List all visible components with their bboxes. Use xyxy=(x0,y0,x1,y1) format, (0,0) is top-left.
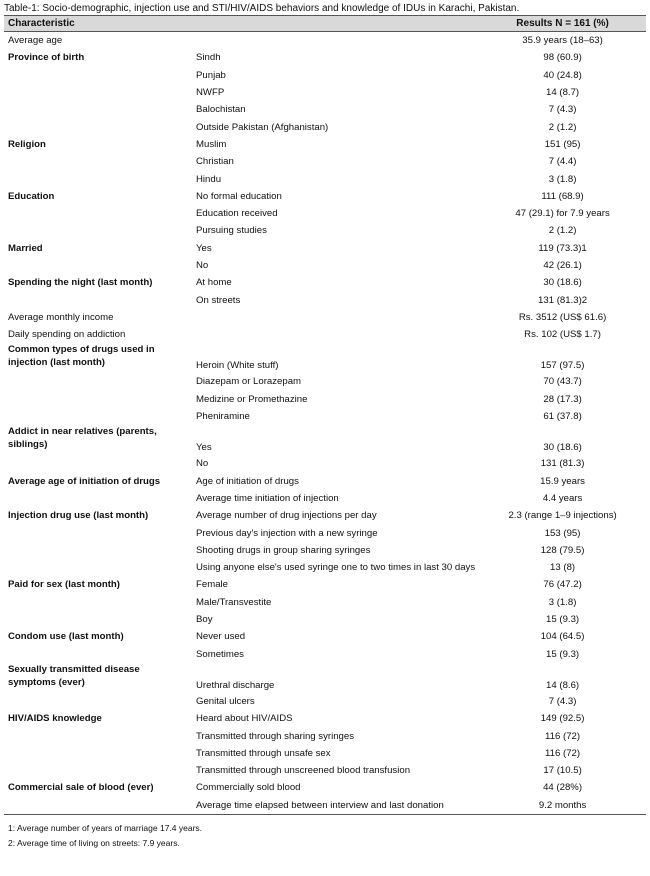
table-row xyxy=(4,67,646,84)
category-cell: Education received xyxy=(196,208,278,220)
category-cell: Christian xyxy=(196,156,234,168)
category-cell: Genital ulcers xyxy=(196,695,255,707)
result-cell: 3 (1.8) xyxy=(548,173,577,185)
characteristic-cell: Sexually transmitted disease symptoms (ever) xyxy=(8,663,140,688)
characteristic-cell xyxy=(4,153,192,170)
category-cell: Female xyxy=(196,579,228,591)
category-cell: Medizine or Promethazine xyxy=(196,393,308,405)
table-row xyxy=(4,118,646,135)
result-cell: 70 (43.7) xyxy=(543,376,582,388)
footnotes xyxy=(4,815,646,851)
result-cell: 4.4 years xyxy=(542,492,583,504)
table-row xyxy=(4,425,646,455)
result-cell: 13 (8) xyxy=(550,562,576,574)
category-cell: Diazepam or Lorazepam xyxy=(196,376,302,388)
characteristic-cell xyxy=(4,745,192,762)
table-row xyxy=(4,473,646,490)
characteristic-cell xyxy=(4,101,192,118)
result-cell: 111 (68.9) xyxy=(541,190,584,202)
result-cell: Rs. 102 (US$ 1.7) xyxy=(524,329,601,341)
category-cell xyxy=(192,32,479,50)
characteristic-cell xyxy=(4,291,192,308)
category-cell: Urethral discharge xyxy=(196,679,275,691)
result-cell: 30 (18.6) xyxy=(543,277,582,289)
table-row xyxy=(4,205,646,222)
characteristic-cell: Injection drug use (last month) xyxy=(8,510,149,522)
result-cell: 3 (1.8) xyxy=(548,596,577,608)
table-caption: Table-1: Socio-demographic, injection use and STI/HIV/AIDS behaviors and knowledge of IDUs in Karachi, Pakistan. xyxy=(4,3,520,14)
characteristic-cell: Paid for sex (last month) xyxy=(8,579,120,591)
result-cell: 35.9 years (18–63) xyxy=(522,35,603,47)
table-row xyxy=(4,309,646,326)
table-row xyxy=(4,408,646,425)
table-row xyxy=(4,542,646,559)
table-row xyxy=(4,745,646,762)
characteristic-cell xyxy=(4,762,192,779)
category-cell: Balochistan xyxy=(196,104,246,116)
characteristic-cell xyxy=(4,797,192,815)
characteristic-cell xyxy=(4,542,192,559)
characteristic-cell xyxy=(4,67,192,84)
characteristic-cell: Daily spending on addiction xyxy=(8,329,126,341)
result-cell: 15 (9.3) xyxy=(546,614,580,626)
result-cell: 30 (18.6) xyxy=(543,442,582,454)
characteristic-cell: Condom use (last month) xyxy=(8,631,124,643)
data-table xyxy=(4,15,646,815)
category-cell: Commercially sold blood xyxy=(196,782,301,794)
category-cell: Yes xyxy=(196,242,212,254)
table-row xyxy=(4,240,646,257)
characteristic-cell: Average monthly income xyxy=(8,311,114,323)
characteristic-cell xyxy=(4,524,192,541)
table-row xyxy=(4,32,646,50)
table-body xyxy=(4,32,646,815)
characteristic-cell xyxy=(4,455,192,472)
table-row xyxy=(4,170,646,187)
category-cell: Previous day's injection with a new syringe xyxy=(196,527,378,539)
result-cell: 14 (8.7) xyxy=(546,87,580,99)
result-cell: 15.9 years xyxy=(540,475,585,487)
category-cell: Heroin (White stuff) xyxy=(196,360,279,372)
header-results: Results N = 161 (%) xyxy=(479,16,646,32)
table-row xyxy=(4,727,646,744)
table-row xyxy=(4,274,646,291)
category-cell: Yes xyxy=(196,442,212,454)
table-row xyxy=(4,663,646,693)
characteristic-cell: Spending the night (last month) xyxy=(8,277,153,289)
characteristic-cell xyxy=(4,611,192,628)
table-row xyxy=(4,797,646,815)
category-cell: NWFP xyxy=(196,87,225,99)
category-cell: Average time initiation of injection xyxy=(196,492,339,504)
category-cell: Transmitted through sharing syringes xyxy=(196,730,355,742)
characteristic-cell: Common types of drugs used in injection (last month) xyxy=(8,344,155,369)
characteristic-cell: Religion xyxy=(8,138,46,150)
result-cell: 2 (1.2) xyxy=(548,225,577,237)
result-cell: 7 (4.4) xyxy=(548,156,577,168)
table-row xyxy=(4,291,646,308)
category-cell: No formal education xyxy=(196,190,282,202)
result-cell: 131 (81.3) xyxy=(540,458,585,470)
characteristic-cell xyxy=(4,727,192,744)
result-cell: 2 (1.2) xyxy=(548,121,577,133)
category-cell: Pheniramine xyxy=(196,411,250,423)
table-row xyxy=(4,84,646,101)
result-cell: 9.2 months xyxy=(479,797,646,815)
table-row xyxy=(4,693,646,710)
category-cell: No xyxy=(196,458,209,470)
category-cell: Transmitted through unsafe sex xyxy=(196,747,331,759)
characteristic-cell: Average age of initiation of drugs xyxy=(8,475,161,487)
characteristic-cell xyxy=(4,559,192,576)
category-cell: Hindu xyxy=(196,173,222,185)
characteristic-cell: Average age xyxy=(8,35,63,47)
table-row xyxy=(4,559,646,576)
result-cell: 149 (92.5) xyxy=(540,713,585,725)
result-cell: 7 (4.3) xyxy=(548,104,577,116)
category-cell: Using anyone else's used syringe one to two times in last 30 days xyxy=(196,562,476,574)
result-cell: 157 (97.5) xyxy=(540,360,585,372)
table-row xyxy=(4,343,646,373)
footnote: 2: Average time of living on streets: 7.9 years. xyxy=(8,837,180,848)
result-cell: Rs. 3512 (US$ 61.6) xyxy=(518,311,607,323)
result-cell: 47 (29.1) for 7.9 years xyxy=(515,208,610,220)
table-row xyxy=(4,524,646,541)
category-cell: Pursuing studies xyxy=(196,225,267,237)
table-row xyxy=(4,391,646,408)
category-cell: Sindh xyxy=(196,52,221,64)
characteristic-cell xyxy=(4,118,192,135)
table-row xyxy=(4,222,646,239)
category-cell: No xyxy=(196,260,209,271)
table-row xyxy=(4,762,646,779)
footnote: 1: Average number of years of marriage 17.4 years. xyxy=(8,822,203,833)
characteristic-cell xyxy=(4,170,192,187)
category-cell: Shooting drugs in group sharing syringes xyxy=(196,544,371,556)
category-cell: Punjab xyxy=(196,69,226,81)
result-cell: 128 (79.5) xyxy=(540,544,585,556)
table-row xyxy=(4,136,646,153)
characteristic-cell: HIV/AIDS knowledge xyxy=(8,713,102,725)
category-cell xyxy=(192,309,479,326)
table-row xyxy=(4,49,646,66)
category-cell xyxy=(192,326,479,343)
category-cell: Age of initiation of drugs xyxy=(196,475,299,487)
category-cell: Average number of drug injections per day xyxy=(196,510,377,522)
category-cell: Never used xyxy=(196,631,246,643)
header-characteristic: Characteristic xyxy=(4,16,479,32)
category-cell: Average time elapsed between interview and last donation xyxy=(192,797,479,815)
result-cell: 76 (47.2) xyxy=(543,579,582,591)
characteristic-cell: Province of birth xyxy=(8,52,85,64)
characteristic-cell xyxy=(4,490,192,507)
characteristic-cell xyxy=(4,373,192,390)
category-cell: Transmitted through unscreened blood transfusion xyxy=(196,765,411,777)
result-cell: 116 (72) xyxy=(545,730,581,742)
table-row xyxy=(4,507,646,524)
result-cell: 119 (73.3)1 xyxy=(538,242,587,254)
result-cell: 104 (64.5) xyxy=(540,631,585,643)
characteristic-cell: Addict in near relatives (parents, siblings) xyxy=(8,426,157,451)
category-cell: Heard about HIV/AIDS xyxy=(196,713,293,725)
characteristic-cell xyxy=(4,222,192,239)
table-row xyxy=(4,628,646,645)
category-cell: At home xyxy=(196,277,232,289)
table-row xyxy=(4,373,646,390)
result-cell: 98 (60.9) xyxy=(543,52,582,64)
characteristic-cell xyxy=(4,408,192,425)
result-cell: 153 (95) xyxy=(544,527,581,539)
result-cell: 131 (81.3)2 xyxy=(538,294,588,306)
characteristic-cell: Commercial sale of blood (ever) xyxy=(8,782,154,794)
category-cell: Muslim xyxy=(196,138,227,150)
result-cell: 42 (26.1) xyxy=(543,260,582,271)
table-row xyxy=(4,153,646,170)
result-cell: 2.3 (range 1–9 injections) xyxy=(508,510,617,522)
characteristic-cell xyxy=(4,693,192,710)
result-cell: 44 (28%) xyxy=(543,782,583,794)
characteristic-cell xyxy=(4,594,192,611)
table-row xyxy=(4,188,646,205)
table-row xyxy=(4,490,646,507)
category-cell: Outside Pakistan (Afghanistan) xyxy=(196,121,329,133)
table-row xyxy=(4,101,646,118)
characteristic-cell xyxy=(4,257,192,274)
table-row xyxy=(4,710,646,727)
result-cell: 151 (95) xyxy=(544,138,581,150)
result-cell: 116 (72) xyxy=(545,747,581,759)
result-cell: 14 (8.6) xyxy=(546,679,580,691)
table-row xyxy=(4,257,646,274)
table-row xyxy=(4,576,646,593)
characteristic-cell xyxy=(4,391,192,408)
characteristic-cell xyxy=(4,205,192,222)
result-cell: 40 (24.8) xyxy=(543,69,582,81)
result-cell: 7 (4.3) xyxy=(548,695,577,707)
table-row xyxy=(4,646,646,663)
table-header-row xyxy=(4,16,646,32)
table-row xyxy=(4,594,646,611)
category-cell: Male/Transvestite xyxy=(196,596,272,608)
table-row xyxy=(4,455,646,472)
result-cell: 17 (10.5) xyxy=(543,765,582,777)
characteristic-cell xyxy=(4,646,192,663)
category-cell: Sometimes xyxy=(196,648,244,660)
result-cell: 15 (9.3) xyxy=(546,648,580,660)
table-row xyxy=(4,779,646,796)
category-cell: Boy xyxy=(196,614,213,626)
table-row xyxy=(4,326,646,343)
characteristic-cell: Education xyxy=(8,190,55,202)
result-cell: 61 (37.8) xyxy=(543,411,582,423)
result-cell: 28 (17.3) xyxy=(543,393,582,405)
table-row xyxy=(4,611,646,628)
characteristic-cell: Married xyxy=(8,242,43,254)
category-cell: On streets xyxy=(196,294,241,306)
characteristic-cell xyxy=(4,84,192,101)
